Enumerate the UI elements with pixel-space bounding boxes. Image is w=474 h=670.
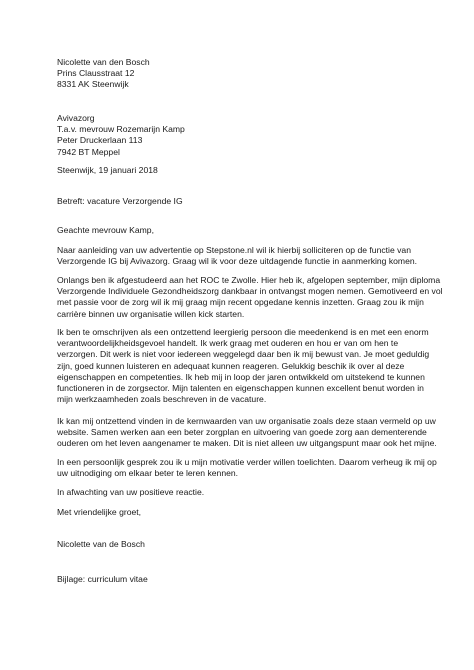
paragraph-line: Ik kan mij ontzettend vinden in de kernwaarden van uw organisatie zoals deze staan vermeld op uw	[57, 416, 436, 426]
paragraph-line: eigenschappen en competenties. Ik heb mij in loop der jaren ontwikkeld om uitstekend te kunnen	[57, 371, 425, 382]
date-text: Steenwijk, 19 januari 2018	[57, 165, 158, 175]
paragraph-personality	[57, 327, 430, 405]
closing	[57, 507, 423, 518]
paragraph-line: carrière binnen uw organisatie willen kick starten.	[57, 308, 245, 319]
letter-subject	[57, 196, 423, 207]
paragraph-line: met passie voor de zorg wil ik mij graag mijn recent opgedane kennis inzetten. Graag zou ik mijn	[57, 297, 424, 308]
paragraph-line: uw uitnodiging om elkaar beter te leren kennen.	[57, 468, 239, 479]
paragraph-line: In een persoonlijk gesprek zou ik u mijn motivatie verder willen toelichten. Daarom verheug ik mij op	[57, 457, 437, 467]
paragraph-core-values	[57, 416, 437, 450]
paragraph-line: Onlangs ben ik afgestudeerd aan het ROC te Zwolle. Hier heb ik, afgelopen september, mijn diploma	[57, 275, 441, 285]
signature-name: Nicolette van de Bosch	[57, 539, 145, 549]
paragraph-application	[57, 245, 423, 267]
enclosure-text: Bijlage: curriculum vitae	[57, 574, 148, 584]
recipient-address	[57, 113, 423, 158]
salutation	[57, 225, 423, 236]
signature	[57, 539, 423, 550]
recipient-company: Avivazorg	[57, 113, 95, 123]
paragraph-awaiting	[57, 487, 423, 498]
paragraph-line: In afwachting van uw positieve reactie.	[57, 487, 205, 497]
recipient-street: Peter Druckerlaan 113	[57, 135, 143, 146]
letter-date	[57, 165, 423, 176]
enclosure	[57, 574, 423, 585]
paragraph-line: website. Samen werken aan een beter zorgplan en uitvoering van goede zorg aan dementerende	[57, 427, 427, 438]
paragraph-line: Verzorgende IG bij Avivazorg. Graag wil ik voor deze uitdagende functie in aanmerking komen.	[57, 256, 418, 267]
paragraph-line: Ik ben te omschrijven als een ontzettend leergierig persoon die meedenkend is en met een enorm	[57, 327, 429, 337]
paragraph-line: verzorgen. Dit werk is niet voor iedereen weggelegd daar ben ik mij bewust van. Je moet geduldig	[57, 349, 430, 360]
paragraph-interview	[57, 457, 437, 479]
paragraph-line: functioneren in de zorgsector. Mijn talenten en eigenschappen kunnen excellent benut worden in	[57, 383, 424, 394]
paragraph-line: zijn, goed kunnen luisteren en adequaat kunnen reageren. Gelukkig beschik ik over al deze	[57, 360, 405, 371]
sender-address	[57, 57, 423, 91]
paragraph-line: mijn werkzaamheden zoals beschreven in de vacature.	[57, 394, 267, 405]
salutation-text: Geachte mevrouw Kamp,	[57, 225, 154, 235]
recipient-attention: T.a.v. mevrouw Rozemarijn Kamp	[57, 124, 185, 135]
recipient-city: 7942 BT Meppel	[57, 146, 120, 157]
paragraph-line: Verzorgende Individuele Gezondheidszorg dankbaar in ontvangst mogen nemen. Gemotiveerd en vol	[57, 286, 443, 297]
sender-name: Nicolette van den Bosch	[57, 57, 150, 67]
paragraph-education	[57, 275, 443, 320]
sender-city: 8331 AK Steenwijk	[57, 79, 129, 90]
closing-text: Met vriendelijke groet,	[57, 507, 142, 517]
subject-text: Betreft: vacature Verzorgende IG	[57, 196, 183, 206]
paragraph-line: verantwoordelijkheidsgevoel handelt. Ik werk graag met ouderen en hou er van om hen te	[57, 338, 399, 349]
sender-street: Prins Clausstraat 12	[57, 68, 135, 79]
paragraph-line: ouderen om het leven aangenamer te maken. Dit is niet alleen uw uitgangspunt maar ook het mijne.	[57, 438, 437, 449]
paragraph-line: Naar aanleiding van uw advertentie op Stepstone.nl wil ik hierbij solliciteren op de functie van	[57, 245, 411, 255]
